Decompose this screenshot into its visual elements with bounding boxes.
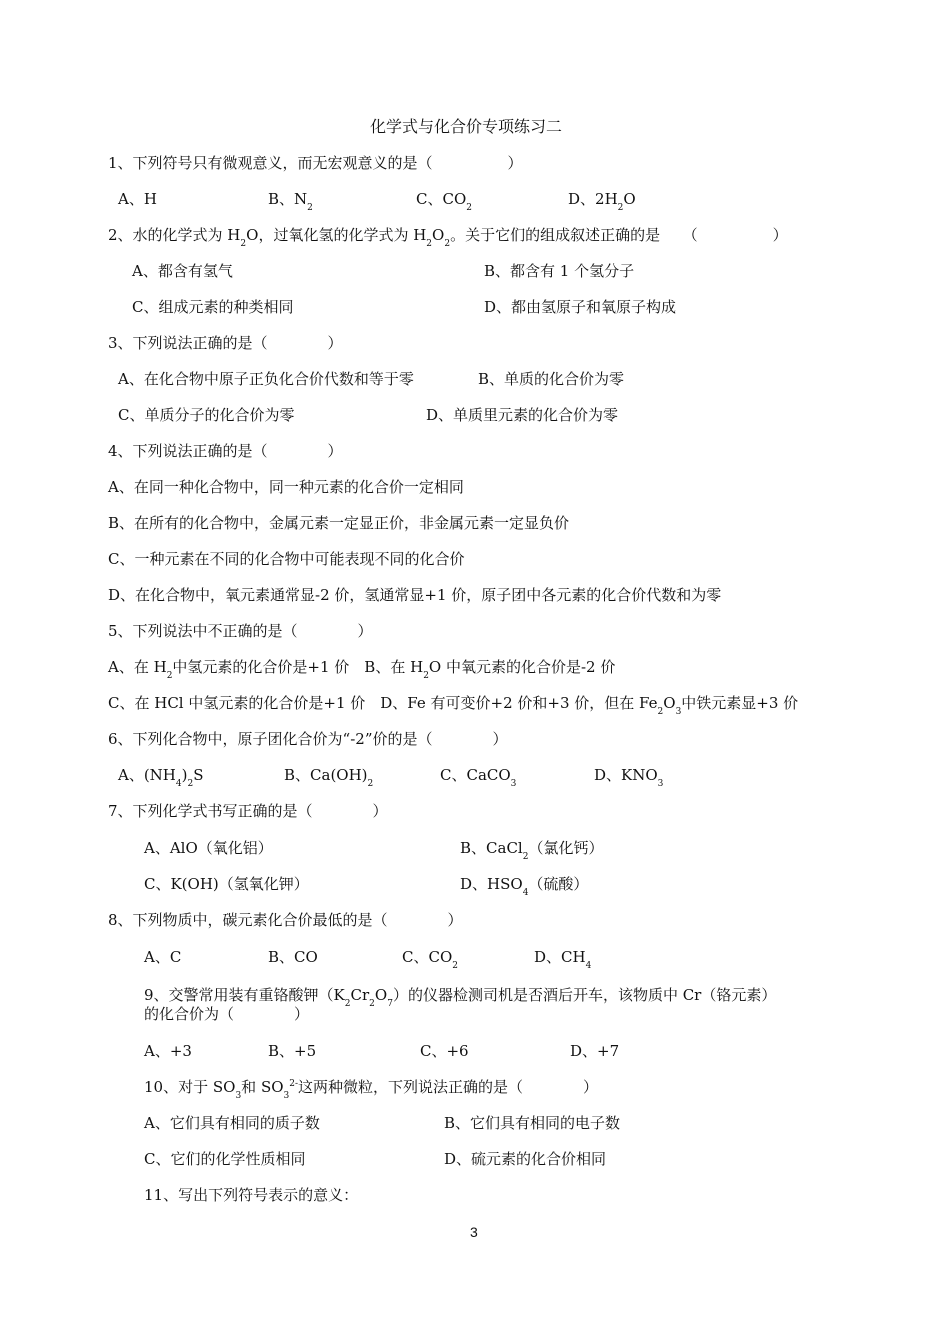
question-6-stem: 6、下列化合物中，原子团化合价为“-2”价的是（ ） (108, 730, 508, 748)
q3-option-d: D、单质里元素的化合价为零 (426, 406, 619, 424)
q6-option-a: A、$(NH_4)_2S$ (118, 766, 204, 789)
q4-option-a: A、在同一种化合物中，同一种元素的化合价一定相同 (108, 478, 464, 496)
page-number: 3 (470, 1224, 478, 1240)
q10-option-d: D、硫元素的化合价相同 (444, 1150, 607, 1168)
q9-option-b: B、+5 (268, 1042, 317, 1060)
q9-option-d: D、+7 (570, 1042, 620, 1060)
q9-option-a: A、+3 (144, 1042, 192, 1060)
question-9-stem-cont: 的化合价为（ ） (144, 1005, 310, 1023)
q3-option-a: A、在化合物中原子正负化合价代数和等于零 (118, 370, 414, 388)
q2-option-b: B、都含有 1 个氢分子 (484, 262, 635, 280)
question-11-stem: 11、写出下列符号表示的意义： (144, 1186, 359, 1204)
question-3-stem: 3、下列说法正确的是（ ） (108, 334, 343, 352)
q2-option-d: D、都由氢原子和氧原子构成 (484, 298, 677, 316)
q9-option-c: C、+6 (420, 1042, 469, 1060)
page-title: 化学式与化合价专项练习二 (370, 117, 563, 136)
q4-option-d: D、在化合物中，氧元素通常显-2 价，氢通常显+1 价，原子团中各元素的化合价代数和为零 (108, 586, 722, 604)
question-9-stem: 9、交警常用装有重铬酸钾$(K_2Cr_2O_7)$的仪器检测司机是否酒后开车，该物质中 Cr（铬元素） (144, 986, 777, 1009)
q6-option-c: C、CaCO$_3$ (440, 766, 517, 789)
question-10-stem: 10、对于 $SO_3$和 $SO_3^{2-}$这两种微粒，下列说法正确的是（ ） (144, 1078, 599, 1101)
q3-option-b: B、单质的化合价为零 (478, 370, 625, 388)
q7-option-d: D、$HSO_4$（硫酸） (460, 875, 589, 898)
question-7-stem: 7、下列化学式书写正确的是（ ） (108, 802, 388, 820)
q2-option-a: A、都含有氢气 (132, 262, 233, 280)
question-5-stem: 5、下列说法中不正确的是（ ） (108, 622, 373, 640)
q7-option-b: B、CaCl$_2$（氯化钙） (460, 839, 604, 862)
q4-option-c: C、一种元素在不同的化合物中可能表现不同的化合价 (108, 550, 465, 568)
q10-option-a: A、它们具有相同的质子数 (144, 1114, 320, 1132)
q1-option-d: D、$2H_2O$ (568, 190, 636, 213)
q10-option-b: B、它们具有相同的电子数 (444, 1114, 621, 1132)
question-1-stem: 1、下列符号只有微观意义，而无宏观意义的是（ ） (108, 154, 523, 172)
q1-option-c: C、$CO_2$ (416, 190, 472, 213)
q2-option-c: C、组成元素的种类相同 (132, 298, 294, 316)
q10-option-c: C、它们的化学性质相同 (144, 1150, 306, 1168)
question-8-stem: 8、下列物质中，碳元素化合价最低的是（ ） (108, 911, 463, 929)
q8-option-b: B、CO (268, 948, 318, 966)
q7-option-a: A、AlO（氧化铝） (144, 839, 273, 857)
q5-options-ab: A、在 $H_2$中氢元素的化合价是+1 价 B、在 $H_2O$ 中氧元素的化合价是-2 价 (108, 658, 616, 681)
q7-option-c: C、K(OH)（氢氧化钾） (144, 875, 309, 893)
q5-options-cd: C、在 HCl 中氢元素的化合价是+1 价 D、Fe 有可变价+2 价和+3 价，但在 $Fe_2O_3$中铁元素显+3 价 (108, 694, 799, 717)
q1-option-a: A、H (118, 190, 157, 208)
q4-option-b: B、在所有的化合物中，金属元素一定显正价，非金属元素一定显负价 (108, 514, 570, 532)
q6-option-b: B、$Ca(OH)_2$ (284, 766, 374, 789)
q8-option-d: D、$CH_4$ (534, 948, 592, 971)
question-4-stem: 4、下列说法正确的是（ ） (108, 442, 343, 460)
q3-option-c: C、单质分子的化合价为零 (118, 406, 295, 424)
q8-option-a: A、C (144, 948, 182, 966)
question-2-stem: 2、水的化学式为 $H_2O$，过氧化氢的化学式为 $H_2O_2$。关于它们的组成叙述正确的是 （ ） (108, 226, 788, 249)
q8-option-c: C、$CO_2$ (402, 948, 458, 971)
q6-option-d: D、$KNO_3$ (594, 766, 664, 789)
q1-option-b: B、$N_2$ (268, 190, 313, 213)
